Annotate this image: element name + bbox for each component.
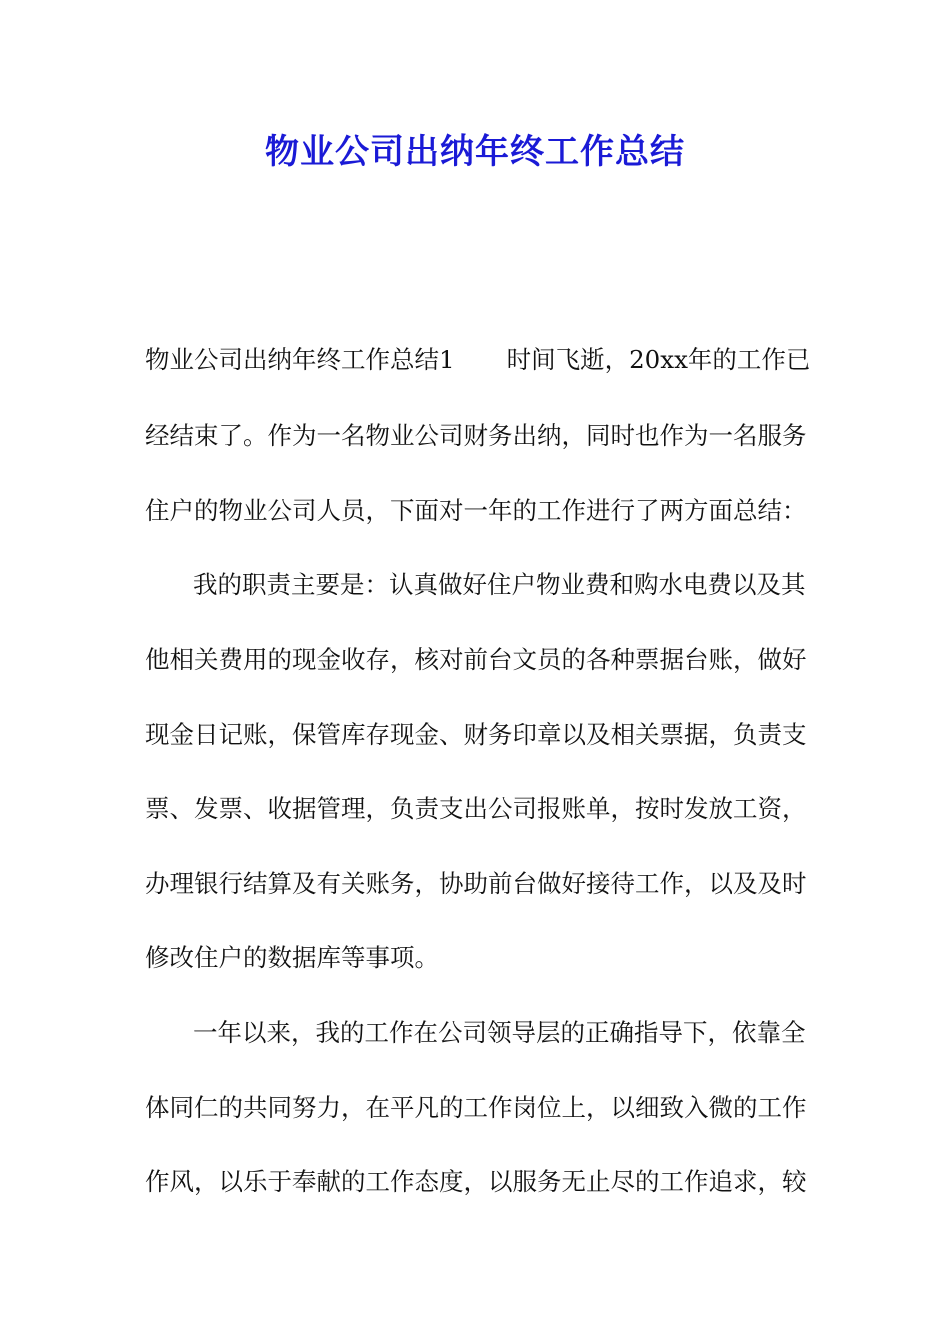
body-line-12: 作风，以乐于奉献的工作态度，以服务无止尽的工作追求，较 bbox=[145, 1167, 807, 1196]
body-line-5: 他相关费用的现金收存，核对前台文员的各种票据台账，做好 bbox=[145, 645, 807, 674]
body-line-4: 我的职责主要是：认真做好住户物业费和购水电费以及其 bbox=[193, 570, 806, 599]
body-line-11: 体同仁的共同努力，在平凡的工作岗位上，以细致入微的工作 bbox=[145, 1093, 807, 1122]
section-heading: 物业公司出纳年终工作总结1 bbox=[145, 345, 455, 374]
body-line-6: 现金日记账，保管库存现金、财务印章以及相关票据，负责支 bbox=[145, 720, 807, 749]
body-line-10: 一年以来，我的工作在公司领导层的正确指导下，依靠全 bbox=[193, 1018, 806, 1047]
page-title: 物业公司出纳年终工作总结 bbox=[265, 132, 685, 172]
body-line-3: 住户的物业公司人员，下面对一年的工作进行了两方面总结： bbox=[145, 496, 807, 525]
body-text: 时间飞逝，20xx年的工作已 bbox=[506, 345, 811, 374]
body-line-1 bbox=[145, 342, 815, 378]
body-line-8: 办理银行结算及有关账务，协助前台做好接待工作，以及及时 bbox=[145, 869, 807, 898]
body-line-2: 经结束了。作为一名物业公司财务出纳，同时也作为一名服务 bbox=[145, 421, 807, 450]
body-line-9: 修改住户的数据库等事项。 bbox=[145, 943, 439, 972]
body-line-7: 票、发票、收据管理，负责支出公司报账单，按时发放工资， bbox=[145, 794, 807, 823]
